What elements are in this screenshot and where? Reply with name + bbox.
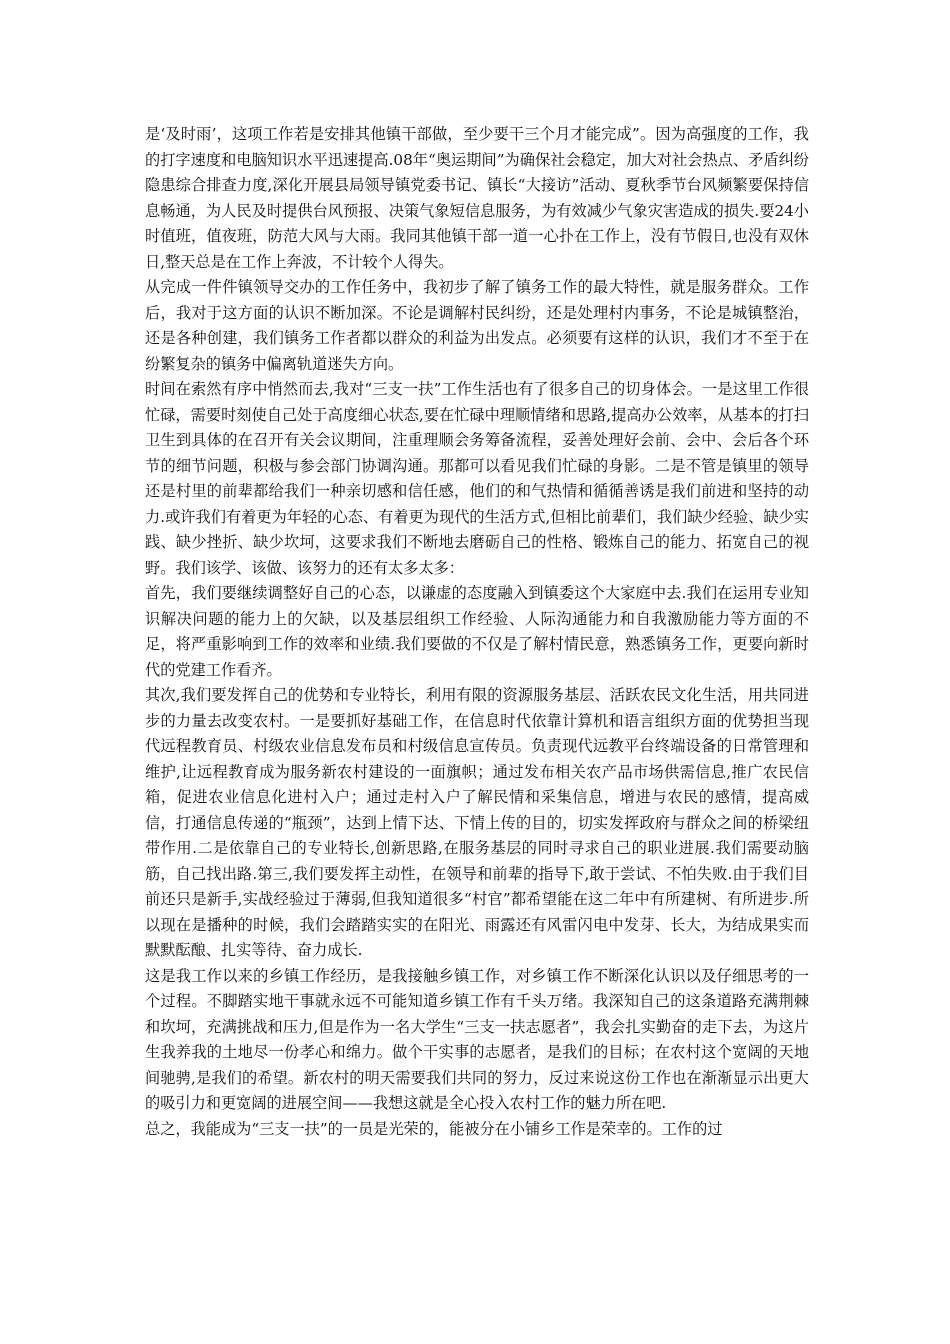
paragraph-5: 其次,我们要发挥自己的优势和专业特长，利用有限的资源服务基层、活跃农民文化生活，用共同进步的力量去改变农村。一是要抓好基础工作，在信息时代依靠计算机和语言组织方面的优势担当现代远程教育员、村级农业信息发布员和村级信息宣传员。负责现代远教平台终端设备的日常管理和维护,让远程教育成为服务新农村建设的一面旗帜；通过发布相关农产品市场供需信息,推广农民信箱，促进农业信息化进村入户；通过走村入户了解民情和采集信息，增进与农民的感情，提高威信，打通信息传递的“瓶颈”，达到上情下达、下情上传的目的，切实发挥政府与群众之间的桥梁纽带作用.二是依靠自己的专业特长,创新思路,在服务基层的同时寻求自己的职业进展.我们需要动脑筋，自己找出路.第三,我们要发挥主动性，在领导和前辈的指导下,敢于尝试、不怕失败.由于我们目前还只是新手,实战经验过于薄弱,但我知道很多“村官”都希望能在这二年中有所建树、有所进步.所以现在是播种的时候，我们会踏踏实实的在阳光、雨露还有风雷闪电中发芽、长大，为结成果实而默默酝酿、扎实等待、奋力成长. bbox=[145, 686, 809, 959]
paragraph-1: 是‘及时雨’，这项工作若是安排其他镇干部做，至少要干三个月才能完成”。因为高强度的工作，我的打字速度和电脑知识水平迅速提高.08年“奥运期间”为确保社会稳定，加大对社会热点、矛盾纠纷隐患综合排查力度,深化开展县局领导镇党委书记、镇长“大接访”活动、夏秋季节台风频繁要保持信息畅通，为人民及时提供台风预报、决策气象短信息服务，为有效减少气象灾害造成的损失.要24小时值班，值夜班，防范大风与大雨。我同其他镇干部一道一心扑在工作上，没有节假日,也没有双休日,整天总是在工作上奔波，不计较个人得失。 bbox=[145, 125, 809, 271]
paragraph-4: 首先，我们要继续调整好自己的心态，以谦虚的态度融入到镇委这个大家庭中去.我们在运用专业知识解决问题的能力上的欠缺，以及基层组织工作经验、人际沟通能力和自我激励能力等方面的不足，将严重影响到工作的效率和业绩.我们要做的不仅是了解村情民意，熟悉镇务工作，更要向新时代的党建工作看齐。 bbox=[145, 584, 809, 679]
paragraph-2: 从完成一件件镇领导交办的工作任务中，我初步了解了镇务工作的最大特性，就是服务群众。工作后，我对于这方面的认识不断加深。不论是调解村民纠纷，还是处理村内事务，不论是城镇整治，还是各种创建，我们镇务工作者都以群众的利益为出发点。必须要有这样的认识，我们才不至于在纷繁复杂的镇务中偏离轨道迷失方向。 bbox=[145, 278, 809, 373]
paragraph-6: 这是我工作以来的乡镇工作经历，是我接触乡镇工作，对乡镇工作不断深化认识以及仔细思考的一个过程。不脚踏实地干事就永远不可能知道乡镇工作有千头万绪。我深知自己的这条道路充满荆棘和坎坷，充满挑战和压力,但是作为一名大学生“三支一扶志愿者”，我会扎实勤奋的走下去，为这片生我养我的土地尽一份孝心和绵力。做个干实事的志愿者，是我们的目标；在农村这个宽阔的天地间驰骋,是我们的希望。新农村的明天需要我们共同的努力，反过来说这份工作也在渐渐显示出更大的吸引力和更宽阔的进展空间——我想这就是全心投入农村工作的魅力所在吧. bbox=[145, 966, 809, 1112]
document-body bbox=[145, 122, 809, 1142]
paragraph-3: 时间在索然有序中悄然而去,我对“三支一扶”工作生活也有了很多自己的切身体会。一是这里工作很忙碌，需要时刻使自己处于高度细心状态,要在忙碌中理顺情绪和思路,提高办公效率，从基本的打扫卫生到具体的在召开有关会议期间，注重理顺会务筹备流程，妥善处理好会前、会中、会后各个环节的细节问题，积极与参会部门协调沟通。那都可以看见我们忙碌的身影。二是不管是镇里的领导还是村里的前辈都给我们一种亲切感和信任感，他们的和气热情和循循善诱是我们前进和坚持的动力.或许我们有着更为年轻的心态、有着更为现代的生活方式,但相比前辈们，我们缺少经验、缺少实践、缺少挫折、缺少坎坷，这要求我们不断地去磨砺自己的性格、锻炼自己的能力、拓宽自己的视野。我们该学、该做、该努力的还有太多太多： bbox=[145, 380, 809, 577]
paragraph-7: 总之，我能成为“三支一扶”的一员是光荣的，能被分在小铺乡工作是荣幸的。工作的过 bbox=[145, 1119, 723, 1138]
